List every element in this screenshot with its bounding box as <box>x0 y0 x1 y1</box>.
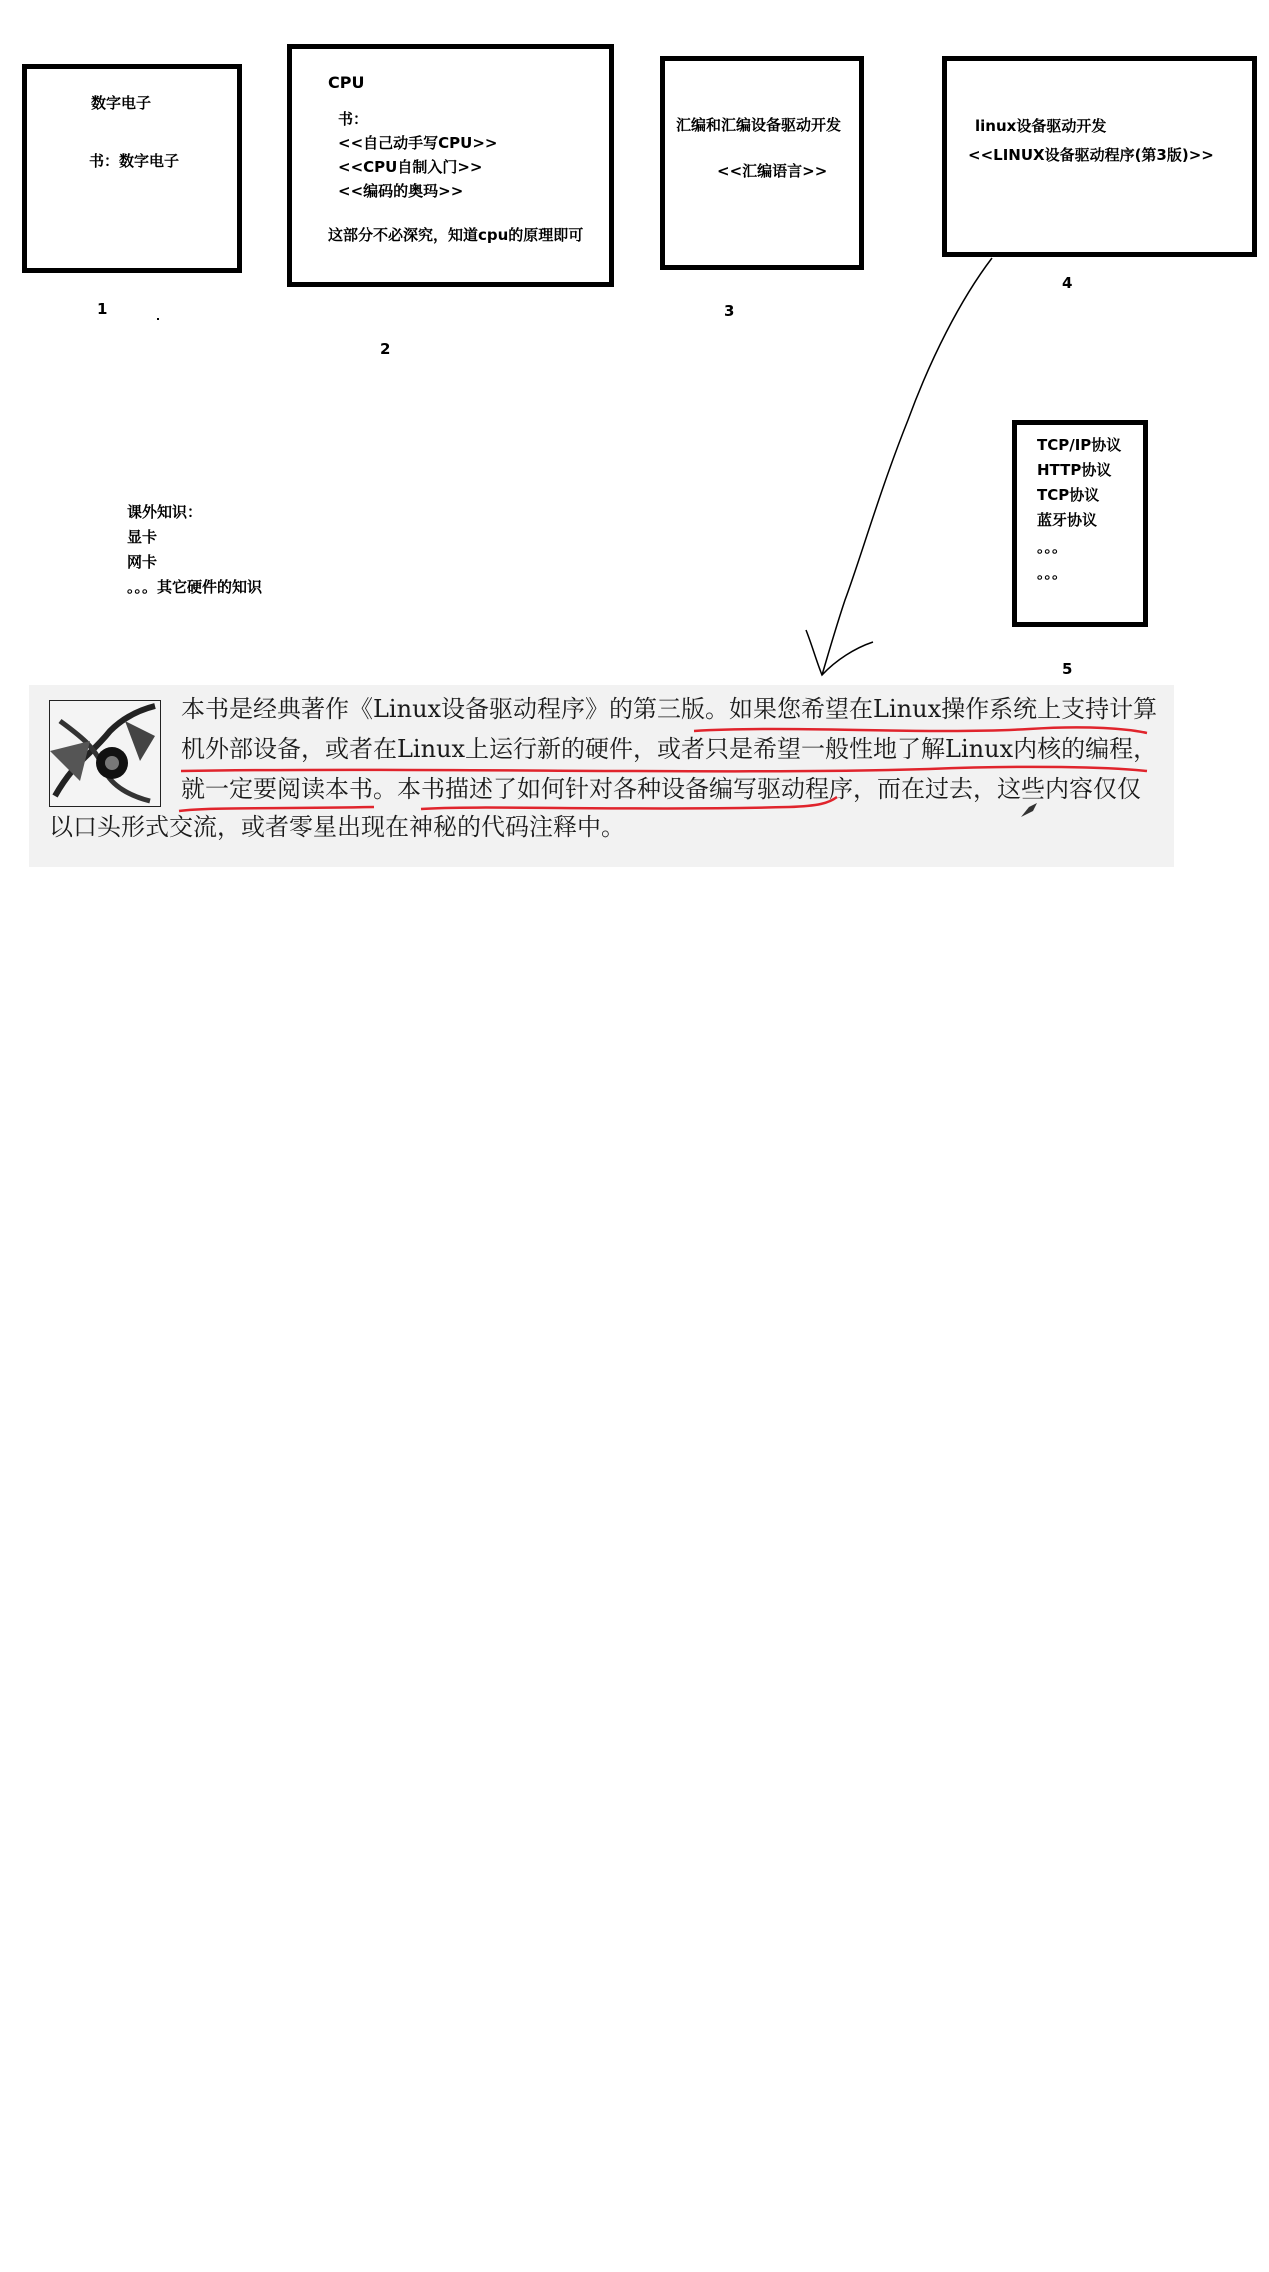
box3-book: <<汇编语言>> <box>717 162 828 180</box>
box2-title: CPU <box>328 73 365 92</box>
protocol-ellipsis: 。。。 <box>1037 538 1068 556</box>
box2-book-2: <<CPU自制入门>> <box>338 158 483 176</box>
box2-book-label: 书： <box>338 110 369 128</box>
excerpt-line: 就一定要阅读本书。本书描述了如何针对各种设备编写驱动程序，而在过去，这些内容仅仅 <box>181 775 1141 803</box>
box2-number: 2 <box>380 340 391 358</box>
protocol-item: HTTP协议 <box>1037 461 1112 479</box>
box2-note: 这部分不必深究，知道cpu的原理即可 <box>328 226 584 244</box>
extra-knowledge-item: 显卡 <box>127 528 158 546</box>
protocol-item: TCP协议 <box>1037 486 1100 504</box>
box1-book: 书：数字电子 <box>89 152 180 170</box>
pen-mark <box>1019 801 1041 819</box>
underline-2 <box>181 767 1147 772</box>
red-underlines <box>29 685 1174 867</box>
underline-3a <box>179 807 374 811</box>
box4-book: <<LINUX设备驱动程序(第3版)>> <box>968 146 1214 164</box>
box1-number: 1 <box>97 300 108 318</box>
box5-number: 5 <box>1062 660 1073 678</box>
extra-knowledge-item: 网卡 <box>127 553 158 571</box>
extra-knowledge-item: 。。。其它硬件的知识 <box>127 578 263 596</box>
box4-number: 4 <box>1062 274 1073 292</box>
arrow-shaft <box>822 258 992 675</box>
box2-book-1: <<自己动手写CPU>> <box>338 134 498 152</box>
protocol-ellipsis: 。。。 <box>1037 564 1068 582</box>
underline-3b <box>421 797 837 809</box>
excerpt-line: 机外部设备，或者在Linux上运行新的硬件，或者只是希望一般性地了解Linux内核的编程， <box>181 735 1158 763</box>
book-excerpt <box>29 685 1174 867</box>
box3-title: 汇编和汇编设备驱动开发 <box>676 116 842 134</box>
protocol-item: TCP/IP协议 <box>1037 436 1122 454</box>
box3-number: 3 <box>724 302 735 320</box>
extra-knowledge-title: 课外知识： <box>127 503 203 521</box>
arrow-head <box>806 630 873 675</box>
protocol-item: 蓝牙协议 <box>1037 511 1098 529</box>
excerpt-line: 以口头形式交流，或者零星出现在神秘的代码注释中。 <box>49 813 625 841</box>
box4-title: linux设备驱动开发 <box>975 117 1107 135</box>
box1-title: 数字电子 <box>91 94 152 112</box>
excerpt-line: 本书是经典著作《Linux设备驱动程序》的第三版。如果您希望在Linux操作系统上支持计算 <box>181 695 1158 723</box>
underline-1 <box>694 727 1147 733</box>
box2-book-3: <<编码的奥玛>> <box>338 182 464 200</box>
